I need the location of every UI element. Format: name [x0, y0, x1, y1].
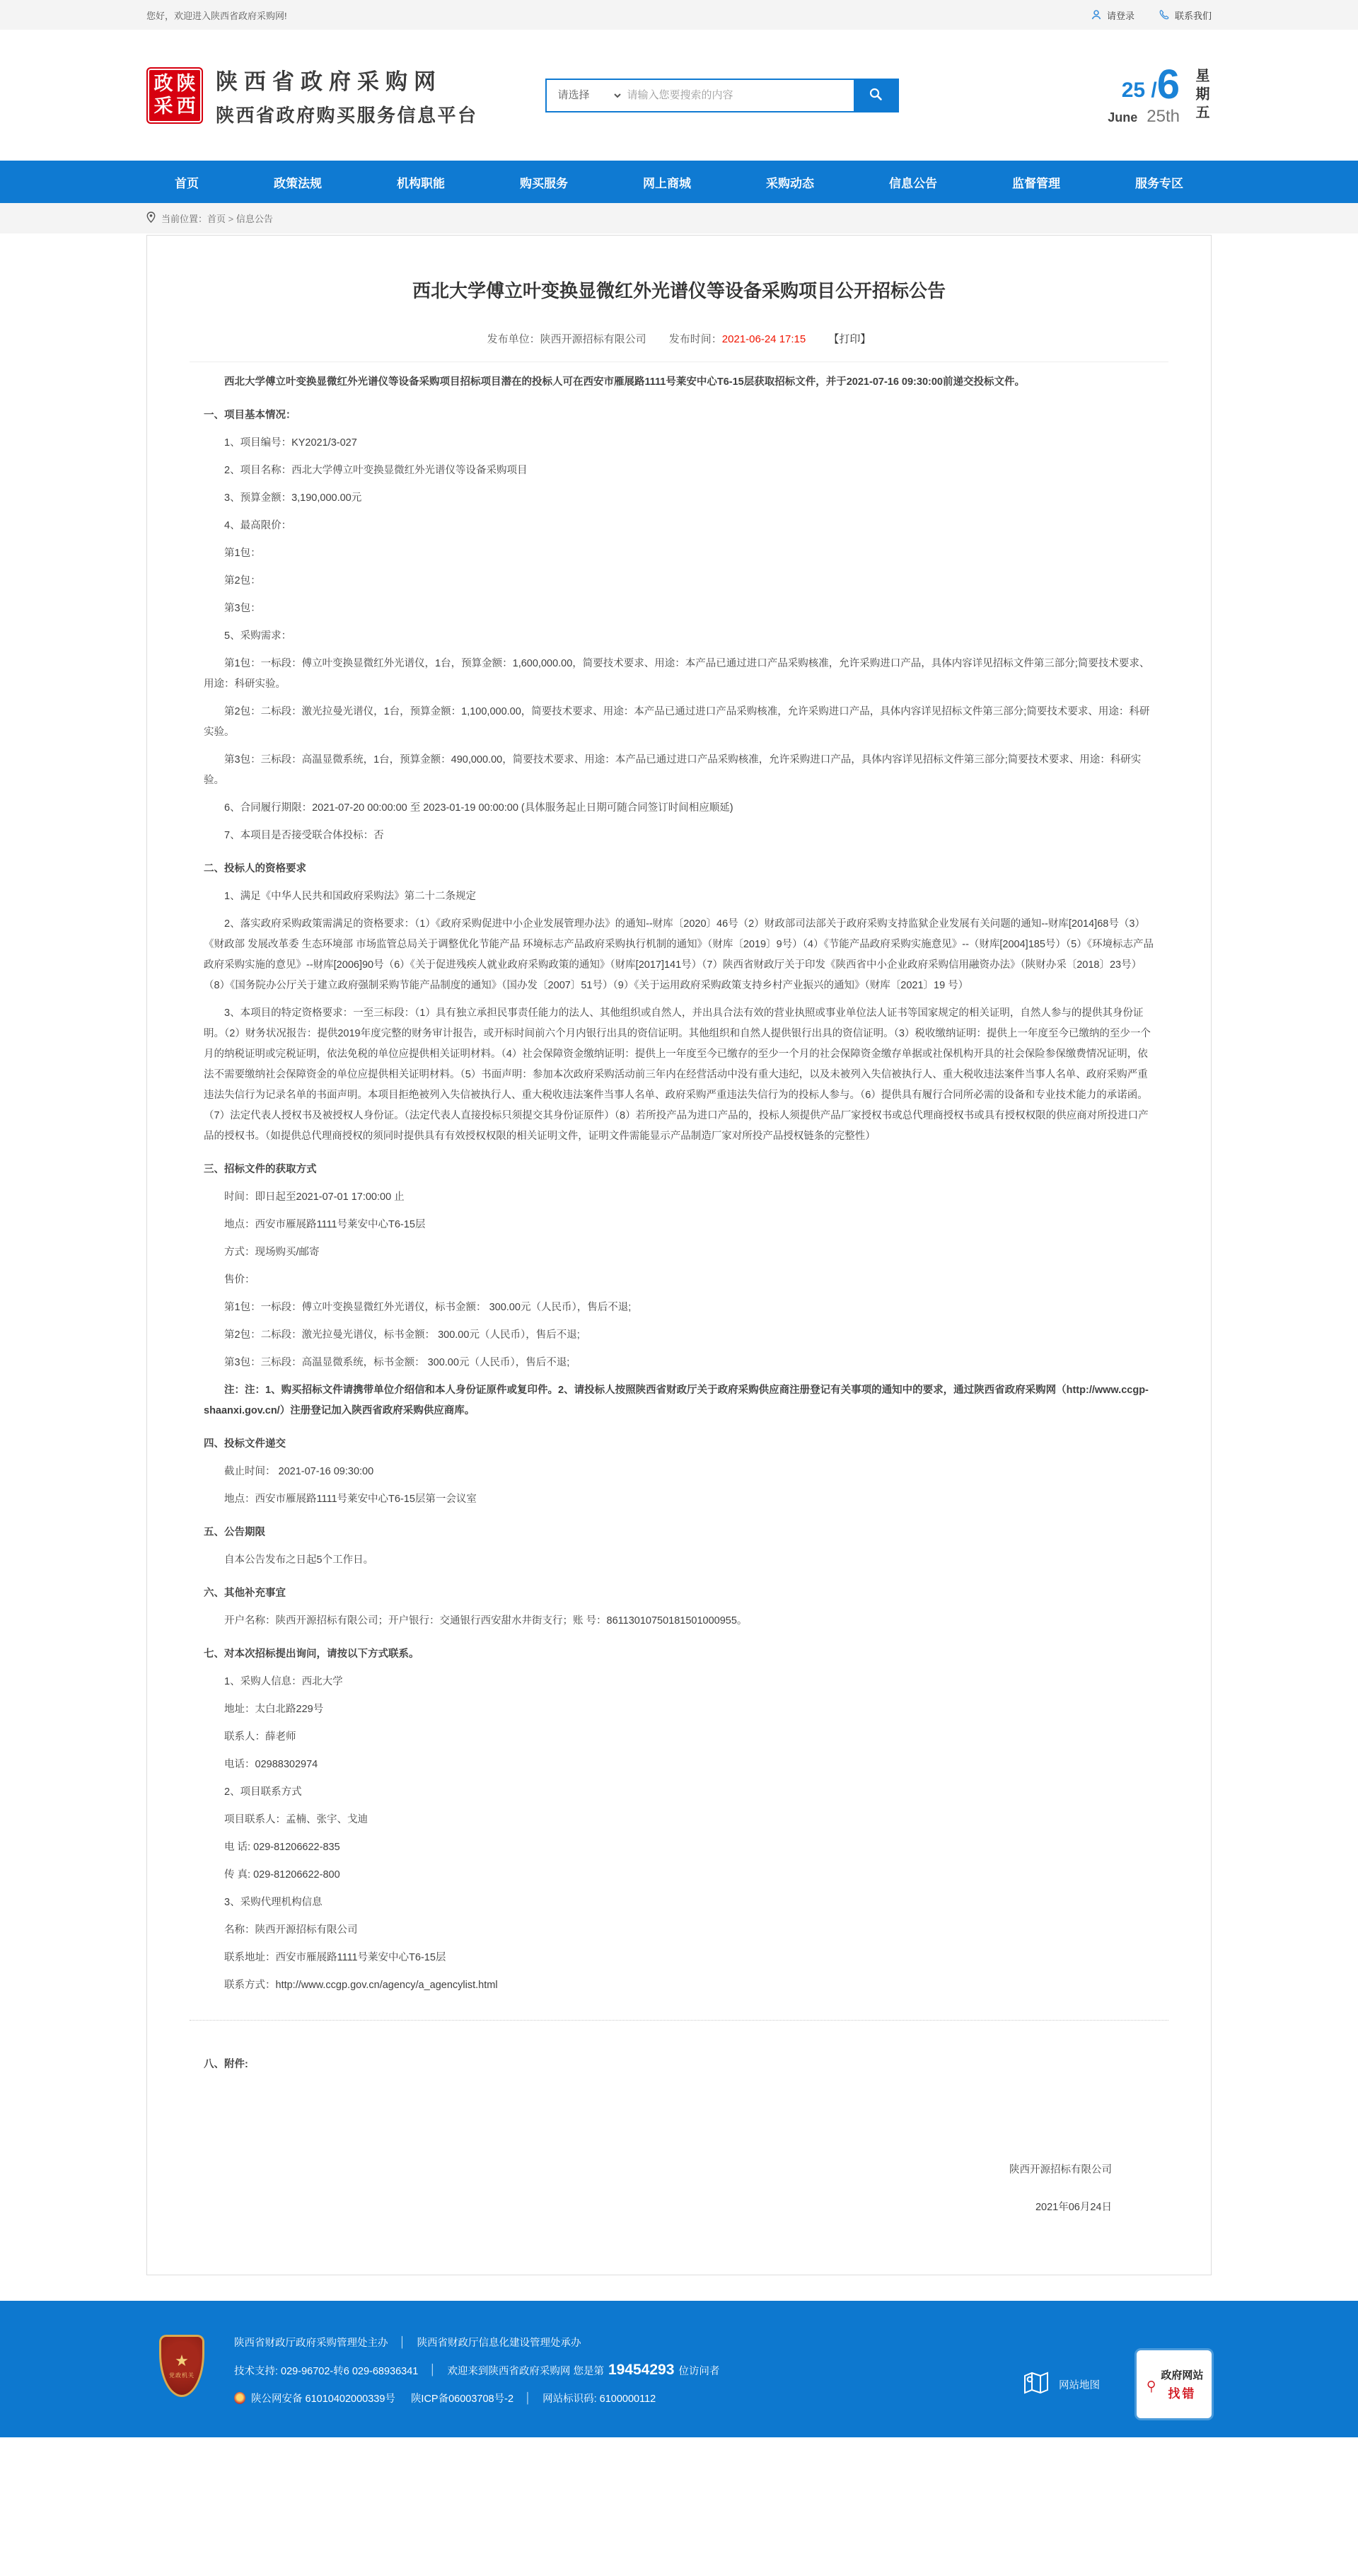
site-subtitle: 陕西省政府购买服务信息平台 — [216, 104, 478, 126]
site-header — [0, 30, 1358, 161]
article-paragraph: 第1包：一标段：傅立叶变换显微红外光谱仪，1台，预算金额：1,600,000.00，简要技术要求、用途：本产品已通过进口产品采购核准，允许采购进口产品，具体内容详见招标文件第三部分;简要技术要求、用途：科研实验。 — [204, 658, 1150, 690]
article-paragraph: 1、采购人信息：西北大学 — [224, 1676, 343, 1687]
article-paragraph: 3、本项目的特定资格要求：一至三标段：（1）具有独立承担民事责任能力的法人、其他组织或自然人，并出具合法有效的营业执照或事业单位法人证书等国家规定的相关证明，自然人参与的提供其身份证明。（2）财务状况报告：提供2019年度完整的财务审计报告，或开标时间前六个月内银行出具的资信证明。其他组织和自然人提供银行出具的资信证明。（3）税收缴纳证明：提供上一年度至今已缴纳的至少一个月的纳税证明或完税证明，依法免税的单位应提供相关证明材料。（4）社会保障资金缴纳证明：提供上一年度至今已缴存的至少一个月的社会保障资金缴存单据或社保机构开具的社会保险参保缴费情况证明，依法不需要缴纳社会保障资金的单位应提供相关证明材料。（5）书面声明：参加本次政府采购活动前三年内在经营活动中没有重大违纪，以及未被列入失信被执行人、重大税收违法案件当事人名单、政府采购严重违法失信行为记录名单的书面声明。本项目拒绝被列入失信被执行人、重大税收违法案件当事人名单、政府采购严重违法失信行为的投标人参与。（6）提供具有履行合同所必需的设备和专业技术能力的承诺函。（7）法定代表人授权书及被授权人身份证。（法定代表人直接投标只须提交其身份证原件）（8）若所投产品为进口产品的，投标人须提供产品厂家授权书或总代理商授权书或具有授权权限的供应商对所投进口产品的授权书。（如提供总代理商授权的须同时提供具有有效授权权限的相关证明文件，证明文件需能显示产品制造厂家对所投产品授权链条的完整性） — [204, 1007, 1151, 1142]
article-paragraph: 项目联系人：孟楠、张宇、戈迪 — [224, 1814, 368, 1825]
article-paragraph: 联系地址：西安市雁展路1111号莱安中心T6-15层 — [224, 1952, 446, 1963]
section-heading: 三、招标文件的获取方式 — [204, 1164, 317, 1175]
article-paragraph: 售价： — [224, 1274, 255, 1286]
breadcrumb-bar — [0, 203, 1358, 233]
breadcrumb-prefix: 当前位置： — [161, 214, 208, 224]
article-paragraph: 注：注：1、购买招标文件请携带单位介绍信和本人身份证原件或复印件。2、请投标人按照陕西省财政厅关于政府采购供应商注册登记有关事项的通知中的要求，通过陕西省政府采购网（http://www.ccgp-shaanxi.gov.cn/）注册登记加入陕西省政府采购供应商库。 — [204, 1385, 1149, 1416]
signature-line: 2021年06月24日 — [1035, 2202, 1112, 2213]
print-button[interactable]: 【打印】 — [828, 333, 871, 345]
article-paragraph: 地点：西安市雁展路1111号莱安中心T6-15层第一会议室 — [224, 1494, 477, 1505]
date-day-en: 25th — [1147, 106, 1180, 126]
article-paragraph: 方式：现场购买/邮寄 — [224, 1247, 320, 1258]
article-paragraph: 开户名称：陕西开源招标有限公司；开户银行：交通银行西安甜水井街支行；账 号：86113010750181501000955。 — [224, 1615, 748, 1627]
nav-item-8[interactable]: 监督管理 — [1012, 176, 1060, 190]
article-paragraph: 3、预算金额：3,190,000.00元 — [224, 492, 362, 504]
article-paragraph: 第3包：三标段：高温显微系统，1台，预算金额：490,000.00，简要技术要求、用途：本产品已通过进口产品采购核准，允许采购进口产品，具体内容详见招标文件第三部分;简要技术要求、用途：科研实验。 — [204, 754, 1142, 786]
logo-seal-icon: 政 陕 采 西 — [146, 67, 203, 124]
article-paragraph: 5、采购需求： — [224, 630, 292, 642]
article-paragraph: 2、项目联系方式 — [224, 1786, 302, 1798]
date-month-en: June — [1108, 110, 1138, 125]
nav-item-9[interactable]: 服务专区 — [1135, 176, 1183, 190]
article-paragraph: 第3包：三标段：高温显微系统，标书金额： 300.00元（人民币），售后不退; — [224, 1357, 570, 1368]
breadcrumb-current[interactable]: 信息公告 — [236, 214, 273, 224]
date-weekday: 星期五 — [1193, 67, 1209, 123]
article-paragraph: 西北大学傅立叶变换显微红外光谱仪等设备采购项目招标项目潜在的投标人可在西安市雁展路1111号莱安中心T6-15层获取招标文件，并于2021-07-16 09:30:00前递交投标文件。 — [224, 376, 1025, 388]
nav-item-6[interactable]: 采购动态 — [766, 176, 814, 190]
article-paragraph: 2、落实政府采购政策需满足的资格要求：（1）《政府采购促进中小企业发展管理办法》的通知--财库〔2020〕46号（2）财政部司法部关于政府采购支持监狱企业发展有关问题的通知--财库[2014]68号（3）《财政部 发展改革委 生态环境部 市场监管总局关于调整优化节能产品 环境标志产品政府采购执行机制的通知》（财库〔2019〕9号）（4）《节能产品政府采购实施意见》--（财库[2004]185号）（5）《环境标志产品政府采购实施的意见》--财库[2006]90号（6）《关于促进残疾人就业政府采购政策的通知》（财库[2017]141号）（7）陕西省财政厅关于印发《陕西省中小企业政府采购信用融资办法》（陕财办采〔2018〕23号）（8）《国务院办公厅关于建立政府强制采购节能产品制度的通知》（国办发〔2007〕51号）（9）《关于运用政府采购政策支持乡村产业振兴的通知》（财库〔2021〕19 号） — [204, 918, 1154, 991]
nav-item-5[interactable]: 网上商城 — [643, 176, 691, 190]
site-logo[interactable] — [146, 64, 478, 127]
nav-item-3[interactable]: 机构职能 — [397, 176, 445, 190]
signature-line: 陕西开源招标有限公司 — [1009, 2164, 1112, 2176]
publish-time-label: 发布时间： — [668, 333, 722, 345]
publisher-label: 发布单位： — [487, 333, 540, 345]
article-paragraph: 7、本项目是否接受联合体投标：否 — [224, 830, 384, 841]
article-paragraph: 3、采购代理机构信息 — [224, 1897, 323, 1908]
publish-time-value: 2021-06-24 17:15 — [721, 333, 806, 345]
map-icon — [1021, 2367, 1052, 2401]
breadcrumb-separator: > — [228, 214, 234, 224]
nav-item-4[interactable]: 购买服务 — [520, 176, 568, 190]
article-paragraph: 联系方式：http://www.ccgp.gov.cn/agency/a_agencylist.html — [224, 1980, 498, 1991]
date-day: 25 / — [1121, 78, 1157, 102]
article-meta — [204, 331, 1154, 346]
nav-item-1[interactable]: 首页 — [175, 176, 199, 190]
top-bar — [0, 0, 1358, 30]
article-body — [204, 372, 1154, 2218]
visitor-count: 19454293 — [608, 2362, 675, 2378]
search-button[interactable] — [854, 80, 898, 111]
footer-line-support: 技术支持: 029-96702-转6 029-68936341 │ 欢迎来到陕西省政府采购网 您是第 19454293 位访问者 — [234, 2362, 720, 2378]
psb-record-number[interactable]: 陕公网安备 61010402000339号 — [251, 2393, 395, 2405]
article-paragraph: 截止时间： 2021-07-16 09:30:00 — [224, 1466, 374, 1477]
nav-item-7[interactable]: 信息公告 — [889, 176, 937, 190]
section-heading: 八、附件: — [204, 2059, 248, 2070]
article-paragraph: 第1包：一标段：傅立叶变换显微红外光谱仪，标书金额： 300.00元（人民币），售后不退; — [224, 1302, 632, 1313]
search-bar — [545, 79, 899, 112]
section-heading: 一、项目基本情况： — [204, 410, 296, 421]
main-content — [0, 235, 1358, 2301]
public-security-badge-icon — [234, 2392, 245, 2404]
login-label: 请登录 — [1106, 10, 1134, 21]
article-divider — [190, 2020, 1168, 2021]
article-paragraph: 自本公告发布之日起5个工作日。 — [224, 1554, 374, 1566]
search-category-select[interactable] — [547, 80, 623, 111]
location-pin-icon — [146, 212, 156, 225]
date-month: 6 — [1156, 61, 1180, 108]
search-input[interactable] — [623, 80, 854, 111]
gov-shield-label: 党政机关 — [169, 2372, 195, 2379]
breadcrumb — [161, 212, 273, 225]
sitemap-label: 网站地图 — [1059, 2379, 1100, 2391]
section-heading: 二、投标人的资格要求 — [204, 863, 306, 874]
article-paragraph: 1、项目编号：KY2021/3-027 — [224, 437, 357, 449]
nav-item-2[interactable]: 政策法规 — [274, 176, 322, 190]
page-title: 西北大学傅立叶变换显微红外光谱仪等设备采购项目公开招标公告 — [412, 280, 946, 301]
article-paragraph: 地址：太白北路229号 — [224, 1704, 324, 1715]
site-id-code: 网站标识码: 6100000112 — [542, 2393, 656, 2405]
main-nav — [0, 161, 1358, 203]
user-icon — [1091, 9, 1102, 21]
gov-site-error-report-badge[interactable]: ⌕ 政府网站 找错 — [1137, 2350, 1212, 2418]
section-heading: 六、其他补充事宜 — [204, 1588, 286, 1599]
publisher-value: 陕西开源招标有限公司 — [540, 333, 646, 345]
article-paragraph: 联系人：薛老师 — [224, 1731, 296, 1743]
footer-line-sponsor: 陕西省财政厅政府采购管理处主办 │ 陕西省财政厅信息化建设管理处承办 — [234, 2336, 581, 2349]
sitemap-link[interactable] — [1021, 2367, 1100, 2401]
site-footer — [0, 2301, 1358, 2437]
article-paragraph: 第2包： — [224, 575, 261, 587]
article-paragraph: 第1包： — [224, 548, 261, 559]
article-paragraph: 6、合同履行期限：2021-07-20 00:00:00 至 2023-01-19 00:00:00 (具体服务起止日期可随合同签订时间相应顺延) — [224, 802, 733, 814]
article-paragraph: 电话：02988302974 — [224, 1759, 318, 1770]
error-magnifier-icon: ⌕ — [1138, 2372, 1163, 2397]
gov-agency-shield-icon: ★ 党政机关 — [159, 2335, 204, 2397]
search-icon — [868, 86, 883, 104]
article-paragraph: 时间：即日起至2021-07-01 17:00:00 止 — [224, 1191, 405, 1203]
footer-line-icp: 陕公网安备 61010402000339号 陕ICP备06003708号-2 │ 网站标识码: 6100000112 — [234, 2391, 719, 2405]
login-link[interactable] — [1091, 8, 1134, 22]
article-paragraph: 传 真: 029-81206622-800 — [224, 1869, 340, 1881]
article-paragraph: 电 话: 029-81206622-835 — [224, 1842, 340, 1853]
section-heading: 四、投标文件递交 — [204, 1438, 286, 1450]
icp-record-number[interactable]: 陕ICP备06003708号-2 — [410, 2393, 514, 2405]
site-title: 陕西省政府采购网 — [216, 69, 442, 94]
article-paragraph: 第3包： — [224, 603, 261, 614]
breadcrumb-home[interactable]: 首页 — [207, 214, 226, 224]
section-heading: 五、公告期限 — [204, 1527, 265, 1538]
announcement-card — [146, 235, 1212, 2275]
article-paragraph: 2、项目名称：西北大学傅立叶变换显微红外光谱仪等设备采购项目 — [224, 465, 528, 476]
article-paragraph: 第2包：二标段：激光拉曼光谱仪，标书金额： 300.00元（人民币），售后不退; — [224, 1329, 580, 1341]
date-widget — [1108, 61, 1212, 127]
section-heading: 七、对本次招标提出询问，请按以下方式联系。 — [204, 1648, 419, 1660]
welcome-text: 您好，欢迎进入陕西省政府采购网! — [146, 10, 287, 21]
article-paragraph: 名称：陕西开源招标有限公司 — [224, 1924, 358, 1936]
contact-label: 联系我们 — [1174, 10, 1212, 21]
phone-icon — [1159, 9, 1170, 21]
article-paragraph: 第2包：二标段：激光拉曼光谱仪，1台，预算金额：1,100,000.00，简要技术要求、用途：本产品已通过进口产品采购核准，允许采购进口产品，具体内容详见招标文件第三部分;简要技术要求、用途：科研实验。 — [204, 706, 1150, 738]
article-paragraph: 4、最高限价： — [224, 520, 292, 531]
contact-link[interactable] — [1159, 8, 1212, 22]
article-paragraph: 1、满足《中华人民共和国政府采购法》第二十二条规定 — [224, 891, 477, 902]
article-paragraph: 地点：西安市雁展路1111号莱安中心T6-15层 — [224, 1219, 426, 1230]
